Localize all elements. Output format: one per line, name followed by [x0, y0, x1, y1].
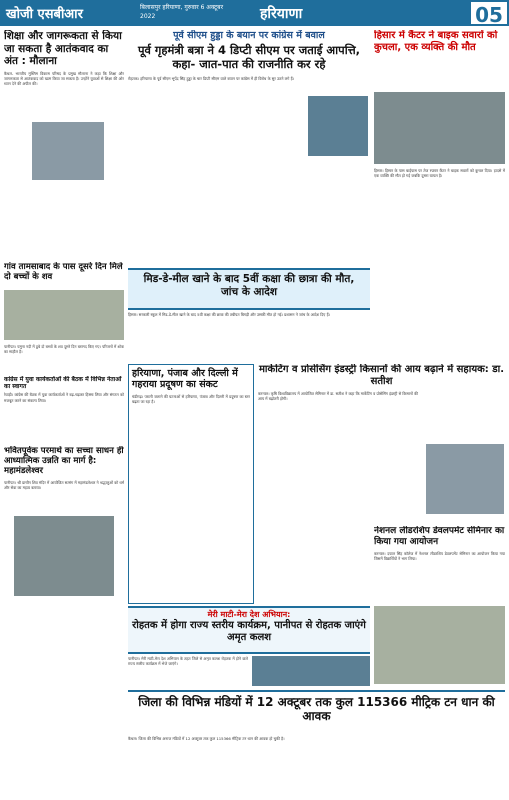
- article-hisar: [374, 30, 505, 320]
- page-number: 05: [469, 0, 509, 26]
- photo-caption: कांग्रेस में युवा कार्यकर्ताओं की बैठक में विभिन्न नेताओं का स्वागत: [4, 376, 122, 391]
- article-body: कैथल- भारतीय मुस्लिम विकास परिषद के प्रमुख मौलाना ने कहा कि शिक्षा और जागरूकता से आतंकवाद को खत्म किया जा सकता है। उन्होंने युवाओं से शिक्षा की ओर ध्यान देने की अपील की।: [4, 70, 124, 87]
- photo: [252, 656, 370, 686]
- article-mandi-body: कैथल। जिला की विभिन्न अनाज मंडियों में 12 अक्टूबर तक कुल 115366 मीट्रिक टन धान की आवक हो चुकी है।: [128, 736, 285, 741]
- newspaper-brand: खोजी एसबीआर: [6, 7, 83, 22]
- photo: [374, 606, 505, 684]
- article-body: हिसार। हिसार के पास बाईपास पर तेज रफ्तार कैंटर ने बाइक सवारों को कुचल दिया। हादसे में एक व्यक्ति की मौत हो गई जबकि दूसरा घायल है।: [374, 168, 505, 179]
- photo: [14, 516, 114, 596]
- article-seminar: [374, 526, 505, 686]
- article-amrit: [128, 606, 370, 654]
- photo: [308, 96, 368, 156]
- headline: हरियाणा, पंजाब और दिल्ली में गहराया प्रदूषण का संकट: [132, 368, 238, 391]
- article-midday-band: [128, 268, 370, 310]
- article-amrit-body: पानीपत। मेरी माटी-मेरा देश अभियान के तहत जिले से अमृत कलश रोहतक में होने वाले राज्य स्तरीय कार्यक्रम में भेजे जाएंगे।: [128, 656, 248, 667]
- article-body: चंडीगढ़। पराली जलाने की घटनाओं से हरियाणा, पंजाब और दिल्ली में प्रदूषण का स्तर बढ़ता जा रहा है।: [132, 393, 250, 404]
- photo: [426, 444, 504, 514]
- article-hooda: [128, 30, 370, 266]
- article-village: [4, 262, 124, 374]
- article-spiritual: [4, 446, 124, 796]
- photo: [4, 290, 124, 340]
- headline: जिला की विभिन्न मंडियों में 12 अक्टूबर तक कुल 115366 मीट्रिक टन धान की आवक: [138, 695, 495, 724]
- dateline: बिलासपुर हरियाणा, गुरुवार 6 अक्टूबर 2022: [140, 4, 224, 20]
- photo: [32, 122, 104, 180]
- article-pollution: [128, 364, 254, 604]
- headline: मार्केटिंग व प्रोसेसिंग इंडस्ट्री किसानों की आय बढ़ाने में सहायक: डा. सतीश: [258, 364, 505, 387]
- article-marketing: [258, 364, 505, 524]
- photo: [374, 92, 505, 164]
- article-body: करनाल। दयाल सिंह कॉलेज में नेशनल लीडरशिप डेवलपमेंट सेमिनार का आयोजन किया गया जिसमें विद्यार्थियों ने भाग लिया।: [374, 550, 505, 561]
- headline: हिसार में कैंटर ने बाइक सवारों को कुचला, एक व्यक्ति की मौत: [374, 30, 498, 53]
- section-title: हरियाणा: [260, 6, 303, 22]
- headline: गांव तामसाबाद के पास दूसरे दिन मिले दो बच्चों के शव: [4, 262, 123, 283]
- headline: नेशनल लीडरशिप डेवलपमेंट सेमिनार का किया गया आयोजन: [374, 526, 505, 547]
- masthead: [0, 0, 509, 26]
- article-body: रोहतक। हरियाणा के पूर्व सीएम भूपेंद्र सिंह हुड्डा के चार डिप्टी सीएम वाले बयान पर कांग्रेस में ही विरोध के सुर उठने लगे हैं।: [128, 75, 295, 81]
- article-mandi: [128, 690, 505, 734]
- headline: पूर्व गृहमंत्री बत्रा ने 4 डिप्टी सीएम पर जताई आपत्ति, कहा- जात-पात की राजनीति कर रहे: [137, 43, 361, 72]
- article-body: रेवाड़ी। कांग्रेस की बैठक में युवा कार्यकर्ताओं ने बढ़-चढ़कर हिस्सा लिया और संगठन को मजबूत करने का संकल्प लिया।: [4, 392, 124, 403]
- article-body: करनाल। कृषि विश्वविद्यालय में आयोजित सेमिनार में डा. सतीश ने कहा कि मार्केटिंग व प्रोसेसिंग इंडस्ट्री से किसानों की आय में बढ़ोतरी होगी।: [258, 391, 418, 402]
- headline: रोहतक में होगा राज्य स्तरीय कार्यक्रम, पानीपत से रोहतक जाएंगे अमृत कलश: [132, 619, 366, 643]
- article-body: पानीपत। श्री प्राचीन शिव मंदिर में आयोजित सत्संग में महामंडलेश्वर ने श्रद्धालुओं को धर्म और सेवा का महत्व बताया।: [4, 479, 124, 490]
- article-body: पानीपत। यमुना नदी में डूबे दो बच्चों के शव दूसरे दिन बरामद किए गए। परिजनों में शोक का माहौल है।: [4, 344, 124, 355]
- kicker: मेरी माटी-मेरा देश अभियान:: [207, 610, 291, 619]
- headline: भवितपूर्वक परमार्थ का सच्चा साधन ही आध्यात्मिक उन्नति का मार्ग है: महामंडलेश्वर: [4, 446, 124, 477]
- article-education: [4, 30, 124, 260]
- headline: शिक्षा और जागरूकता से किया जा सकता है आतंकवाद का अंत : मौलाना: [4, 30, 122, 68]
- article-congress-meet: [4, 376, 124, 444]
- article-midday-body: हिसार। सरकारी स्कूल में मिड-डे-मील खाने के बाद 5वीं कक्षा की छात्रा की तबीयत बिगड़ी और उसकी मौत हो गई। प्रशासन ने जांच के आदेश दिए हैं।: [128, 312, 331, 317]
- kicker: पूर्व सीएम हुड्डा के बयान पर कांग्रेस में बवाल: [173, 30, 325, 41]
- headline: मिड-डे-मील खाने के बाद 5वीं कक्षा की छात्रा की मौत, जांच के आदेश: [143, 273, 355, 298]
